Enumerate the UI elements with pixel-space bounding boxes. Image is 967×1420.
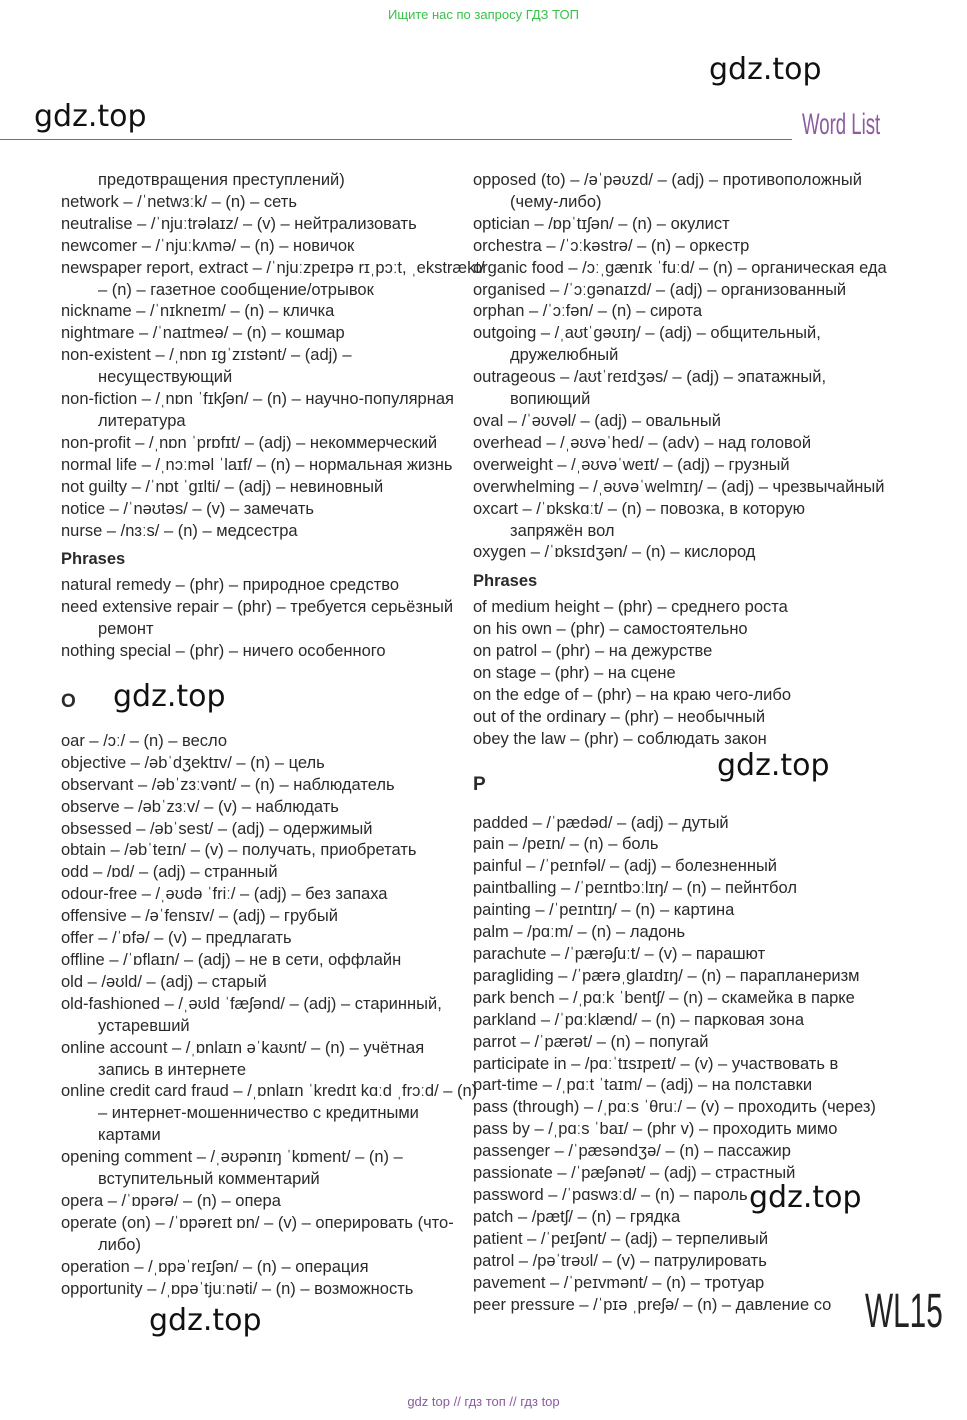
list-item xyxy=(61,1279,456,1301)
entry-text-continued: либо) xyxy=(98,1235,141,1254)
entry-text: patrol – /pəˈtrəʊl/ – (v) – патрулировать xyxy=(473,1251,767,1270)
entry-text: passionate – /ˈpæʃənət/ – (adj) – страстный xyxy=(473,1164,796,1183)
entry-text-continued: ремонт xyxy=(98,620,154,639)
entry-text: paragliding – /ˈpærəˌɡlaɪdɪŋ/ – (n) – парапланеризм xyxy=(473,966,860,985)
entry-text: objective – /əbˈdʒektɪv/ – (n) – цель xyxy=(61,753,325,772)
list-item xyxy=(61,884,456,906)
list-item xyxy=(473,323,878,367)
entry-text: parachute – /ˈpærəʃuːt/ – (v) – парашют xyxy=(473,945,766,963)
list-item xyxy=(473,1010,878,1032)
list-item xyxy=(473,1229,878,1251)
o-phrases xyxy=(473,597,878,750)
entry-text: opening comment – /ˌəʊpənɪŋ ˈkɒment/ – (n) – xyxy=(61,1148,403,1167)
entry-text: padded – /ˈpædəd/ – (adj) – дутый xyxy=(473,813,729,832)
list-item xyxy=(473,214,878,236)
entry-text-continued: картами xyxy=(98,1126,161,1145)
list-item xyxy=(473,813,878,835)
list-item xyxy=(473,1207,878,1229)
phrases-heading: Phrases xyxy=(473,572,538,591)
entry-text: pass (through) – /ˌpɑːs ˈθruː/ – (v) – проходить (через) xyxy=(473,1098,876,1117)
header-rule xyxy=(0,139,792,140)
entry-text: organised – /ˈɔːɡənaɪzd/ – (adj) – организованный xyxy=(473,280,847,299)
list-item xyxy=(473,1295,878,1317)
n-phrases xyxy=(61,575,456,663)
entry-text-continued: запись в интернете xyxy=(98,1060,247,1079)
list-item xyxy=(61,797,456,819)
entry-text: oval – /ˈəʊvəl/ – (adj) – овальный xyxy=(473,411,721,430)
list-item xyxy=(473,433,878,455)
list-item xyxy=(61,575,456,597)
list-item xyxy=(61,1257,456,1279)
entry-text: on stage – (phr) – на сцене xyxy=(473,663,676,682)
entry-text-continued: вступительный комментарий xyxy=(98,1170,320,1189)
entry-text: painting – /ˈpeɪntɪŋ/ – (n) – картина xyxy=(473,901,735,920)
watermark: gdz.top xyxy=(709,52,822,87)
list-item xyxy=(61,950,456,972)
watermark: gdz.top xyxy=(149,1303,262,1338)
entry-text: of medium height – (phr) – среднего роста xyxy=(473,598,788,617)
entry-text: park bench – /ˌpɑːk ˈbentʃ/ – (n) – скамейка в парке xyxy=(473,988,855,1007)
letter-heading-p: P xyxy=(473,773,486,795)
entry-text: outrageous – /aʊtˈreɪdʒəs/ – (adj) – эпатажный, xyxy=(473,368,827,387)
entry-continuation: предотвращения преступлений) xyxy=(98,171,345,189)
entry-text: nickname – /ˈnɪkneɪm/ – (n) – кличка xyxy=(61,302,335,321)
entry-text: overweight – /ˌəʊvəˈweɪt/ – (adj) – грузный xyxy=(473,455,790,474)
list-item xyxy=(473,856,878,878)
entry-text: opposed (to) – /əˈpəʊzd/ – (adj) – противоположный xyxy=(473,171,862,189)
entry-text: opera – /ˈɒpərə/ – (n) – опера xyxy=(61,1191,281,1210)
list-item xyxy=(61,192,456,214)
entry-text: nothing special – (phr) – ничего особенного xyxy=(61,642,386,661)
list-item xyxy=(473,367,878,411)
entry-text: old – /əʊld/ – (adj) – старый xyxy=(61,972,267,991)
list-item xyxy=(473,834,878,856)
list-item xyxy=(61,389,456,433)
entry-text-continued: несуществующий xyxy=(98,368,233,387)
entry-text: non-fiction – /ˌnɒn ˈfɪkʃən/ – (n) – научно-популярная xyxy=(61,390,454,409)
list-item xyxy=(61,214,456,236)
list-item xyxy=(473,1054,878,1076)
entry-text: parrot – /ˈpærət/ – (n) – попугай xyxy=(473,1032,709,1051)
list-item xyxy=(61,1191,456,1213)
entry-text: participate in – /pɑːˈtɪsɪpeɪt/ – (v) – участвовать в xyxy=(473,1054,839,1073)
list-item xyxy=(473,1075,878,1097)
o-entries-continued xyxy=(473,170,887,564)
list-item xyxy=(61,753,456,775)
list-item xyxy=(473,1185,878,1207)
entry-text-continued: литература xyxy=(98,411,186,430)
entry-text: out of the ordinary – (phr) – необычный xyxy=(473,707,766,726)
entry-text: online credit card fraud – /ˌɒnlaɪn ˈkredɪt kɑːd ˌfrɔːd/ – (n) xyxy=(61,1082,478,1101)
entry-text: oxygen – /ˈɒksɪdʒən/ – (n) – кислород xyxy=(473,543,756,562)
list-item xyxy=(61,236,456,258)
entry-text-continued: – интернет-мошенничество с кредитными xyxy=(98,1104,419,1123)
entry-text: on his own – (phr) – самостоятельно xyxy=(473,620,748,639)
o-entries xyxy=(61,731,478,1301)
left-column xyxy=(61,170,485,1301)
list-item xyxy=(61,641,456,663)
list-item xyxy=(473,1273,878,1295)
list-item xyxy=(473,966,878,988)
list-item xyxy=(473,1097,878,1119)
list-item xyxy=(473,685,878,707)
entry-text-continued: вопиющий xyxy=(510,390,591,409)
entry-text: normal life – /ˌnɔːməl ˈlaɪf/ – (n) – нормальная жизнь xyxy=(61,455,453,474)
entry-text-continued: запряжён вол xyxy=(510,521,615,540)
entry-text: nightmare – /ˈnaɪtmeə/ – (n) – кошмар xyxy=(61,324,345,343)
watermark: gdz.top xyxy=(749,1180,862,1215)
entry-text: password – /ˈpɑswɜːd/ – (n) – пароль xyxy=(473,1185,748,1204)
list-item xyxy=(473,641,878,663)
entry-text: obsessed – /əbˈsest/ – (adj) – одержимый xyxy=(61,819,373,838)
list-item xyxy=(61,994,456,1038)
entry-text: offensive – /əˈfensɪv/ – (adj) – грубый xyxy=(61,907,338,926)
letter-heading-o: O xyxy=(61,690,76,712)
list-item xyxy=(473,988,878,1010)
list-item xyxy=(61,499,456,521)
entry-text: organic food – /ɔːˌɡænɪk ˈfuːd/ – (n) – органическая еда xyxy=(473,258,887,277)
list-item xyxy=(473,900,878,922)
entry-text: orchestra – /ˈɔːkəstrə/ – (n) – оркестр xyxy=(473,236,750,255)
p-entries xyxy=(473,813,878,1317)
list-item xyxy=(473,944,878,966)
page-number: WL15 xyxy=(865,1285,943,1338)
entry-text: obey the law – (phr) – соблюдать закон xyxy=(473,729,767,748)
list-item xyxy=(61,819,456,841)
entry-text: nurse – /nɜːs/ – (n) – медсестра xyxy=(61,521,298,540)
entry-text: notice – /ˈnəʊtəs/ – (v) – замечать xyxy=(61,499,314,518)
list-item xyxy=(61,862,456,884)
entry-text: parkland – /ˈpɑːklænd/ – (n) – парковая зона xyxy=(473,1010,805,1029)
entry-text: painful – /ˈpeɪnfəl/ – (adj) – болезненный xyxy=(473,857,778,876)
entry-text: non-existent – /ˌnɒn ɪɡˈzɪstənt/ – (adj) – xyxy=(61,346,352,365)
top-banner: Ищите нас по запросу ГДЗ ТОП xyxy=(388,7,579,22)
list-item xyxy=(473,301,878,323)
entry-text: on the edge of – (phr) – на краю чего-либо xyxy=(473,685,792,704)
list-item xyxy=(61,1147,456,1191)
list-item xyxy=(473,707,878,729)
list-item xyxy=(473,170,878,214)
entry-text: on patrol – (phr) – на дежурстве xyxy=(473,642,713,661)
list-item xyxy=(473,1032,878,1054)
list-item xyxy=(473,1119,878,1141)
entry-text: newcomer – /ˈnjuːkʌmə/ – (n) – новичок xyxy=(61,236,355,255)
entry-text: non-profit – /ˌnɒn ˈprɒfɪt/ – (adj) – некоммерческий xyxy=(61,433,438,452)
list-item xyxy=(61,928,456,950)
watermark: gdz.top xyxy=(113,679,226,714)
entry-text: newspaper report, extract – /ˈnjuːzpeɪpə rɪˌpɔːt, ˌekstrækt/ xyxy=(61,258,485,277)
entry-text: peer pressure – /ˈpɪə ˌpreʃə/ – (n) – давление со xyxy=(473,1295,832,1314)
list-item xyxy=(473,663,878,685)
list-item xyxy=(61,731,456,753)
list-item xyxy=(61,433,456,455)
list-item xyxy=(61,1038,456,1082)
list-item xyxy=(61,1213,456,1257)
list-item xyxy=(473,1251,878,1273)
list-item xyxy=(61,840,456,862)
list-item xyxy=(473,499,878,543)
entry-text: offline – /ˈɒflaɪn/ – (adj) – не в сети, оффлайн xyxy=(61,951,402,969)
list-item xyxy=(61,477,456,499)
list-item xyxy=(473,597,878,619)
entry-text: operate (on) – /ˈɒpəreɪt ɒn/ – (v) – оперировать (что- xyxy=(61,1213,454,1232)
list-item xyxy=(473,236,878,258)
list-item xyxy=(61,906,456,928)
entry-text: neutralise – /ˈnjuːtrəlaɪz/ – (v) – нейтрализовать xyxy=(61,214,417,233)
entry-text: orphan – /ˈɔːfən/ – (n) – сирота xyxy=(473,302,703,321)
entry-text: network – /ˈnetwɜːk/ – (n) – сеть xyxy=(61,192,297,211)
list-item xyxy=(61,775,456,797)
list-item xyxy=(473,1163,878,1185)
entry-text: patch – /pætʃ/ – (n) – грядка xyxy=(473,1207,681,1226)
entry-text: online account – /ˌɒnlaɪn əˈkaʊnt/ – (n) – учётная xyxy=(61,1038,425,1057)
entry-text: overhead – /ˌəʊvəˈhed/ – (adv) – над головой xyxy=(473,433,812,452)
entry-text: paintballing – /ˈpeɪntbɔːlɪŋ/ – (n) – пейнтбол xyxy=(473,879,797,898)
list-item xyxy=(61,323,456,345)
entry-text: passenger – /ˈpæsəndʒə/ – (n) – пассажир xyxy=(473,1142,791,1161)
list-item xyxy=(473,258,887,280)
right-column xyxy=(473,170,887,1316)
entry-text: need extensive repair – (phr) – требуется серьёзный xyxy=(61,598,454,617)
entry-text: optician – /ɒpˈtɪʃən/ – (n) – окулист xyxy=(473,214,730,233)
entry-text: pain – /peɪn/ – (n) – боль xyxy=(473,835,659,854)
list-item xyxy=(61,258,485,302)
list-item xyxy=(61,1081,478,1147)
list-item xyxy=(61,521,456,543)
list-item xyxy=(473,411,878,433)
watermark: gdz.top xyxy=(34,99,147,134)
entry-text: patient – /ˈpeɪʃənt/ – (adj) – терпеливый xyxy=(473,1229,769,1248)
footer: gdz top // гдз топ // гдз tоp xyxy=(407,1394,560,1409)
list-item xyxy=(473,280,878,302)
list-item xyxy=(473,1141,878,1163)
list-item xyxy=(473,878,878,900)
entry-text: operation – /ˌɒpəˈreɪʃən/ – (n) – операция xyxy=(61,1257,369,1276)
list-item xyxy=(473,542,878,564)
entry-text: outgoing – /ˌaʊtˈɡəʊɪŋ/ – (adj) – общительный, xyxy=(473,324,821,343)
entry-text: pass by – /ˌpɑːs ˈbaɪ/ – (phr v) – проходить мимо xyxy=(473,1120,838,1139)
list-item xyxy=(473,922,878,944)
list-item xyxy=(473,729,878,751)
entry-text: obtain – /əbˈteɪn/ – (v) – получать, приобретать xyxy=(61,841,417,860)
list-item xyxy=(473,619,878,641)
entry-text-continued: (чему-либо) xyxy=(510,192,602,211)
list-item xyxy=(61,345,456,389)
entry-text: oar – /ɔː/ – (n) – весло xyxy=(61,731,228,750)
entry-text: observant – /əbˈzɜːvənt/ – (n) – наблюдатель xyxy=(61,775,395,794)
entry-text: observe – /əbˈzɜːv/ – (v) – наблюдать xyxy=(61,797,339,816)
entry-text: natural remedy – (phr) – природное средство xyxy=(61,576,400,595)
list-item xyxy=(61,455,456,477)
list-item xyxy=(61,972,456,994)
entry-text: pavement – /ˈpeɪvmənt/ – (n) – тротуар xyxy=(473,1273,765,1292)
entry-text: offer – /ˈɒfə/ – (v) – предлагать xyxy=(61,929,292,948)
header-title: Word List xyxy=(802,108,881,141)
entry-text: not guilty – /ˈnɒt ˈɡɪlti/ – (adj) – невиновный xyxy=(61,477,384,496)
list-item xyxy=(473,477,885,499)
entry-text: palm – /pɑːm/ – (n) – ладонь xyxy=(473,923,686,942)
list-item xyxy=(61,301,456,323)
entry-text: odour-free – /ˌəʊdə ˈfriː/ – (adj) – без запаха xyxy=(61,885,388,904)
entry-text: part-time – /ˌpɑːt ˈtaɪm/ – (adj) – на полставки xyxy=(473,1076,813,1095)
watermark: gdz.top xyxy=(717,748,830,783)
entry-text: overwhelming – /ˌəʊvəˈwelmɪŋ/ – (adj) – чрезвычайный xyxy=(473,477,885,496)
entry-text: oxcart – /ˈɒkskɑːt/ – (n) – повозка, в которую xyxy=(473,499,805,518)
list-item xyxy=(473,455,878,477)
n-entries xyxy=(61,192,485,543)
entry-text-continued: дружелюбный xyxy=(510,346,619,365)
entry-text-continued: – (n) – газетное сообщение/отрывок xyxy=(98,280,374,299)
entry-text: old-fashioned – /ˌəʊld ˈfæʃənd/ – (adj) – старинный, xyxy=(61,994,442,1013)
entry-text: opportunity – /ˌɒpəˈtjuːnəti/ – (n) – возможность xyxy=(61,1279,414,1298)
phrases-heading: Phrases xyxy=(61,550,126,569)
entry-text: odd – /ɒd/ – (adj) – странный xyxy=(61,863,278,882)
entry-text-continued: устаревший xyxy=(98,1016,190,1035)
list-item xyxy=(61,597,456,641)
